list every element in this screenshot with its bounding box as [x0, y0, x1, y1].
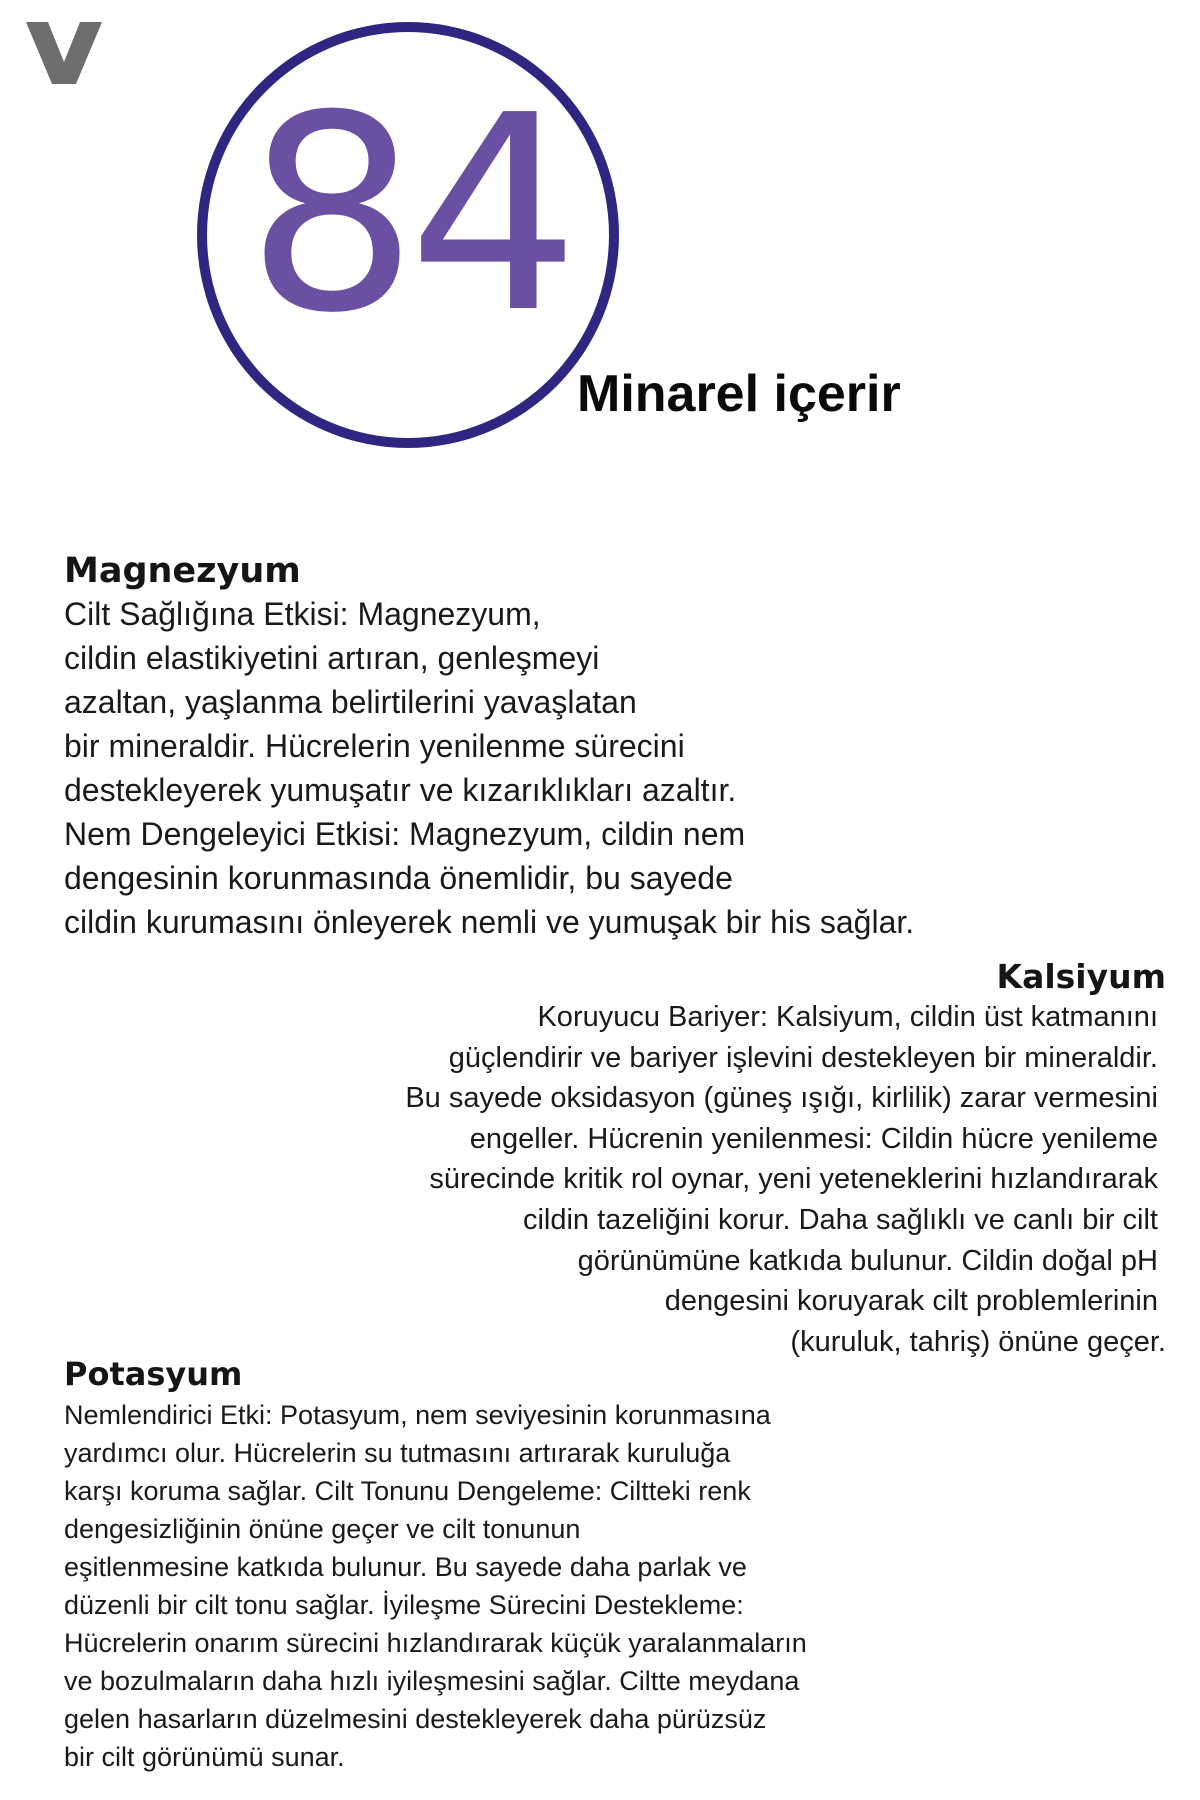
section-body	[64, 1396, 807, 1776]
body-line: karşı koruma sağlar. Cilt Tonunu Dengeleme: Ciltteki renk	[64, 1476, 751, 1506]
body-line: Nem Dengeleyici Etkisi: Magnezyum, cildin nem	[64, 816, 746, 852]
body-line: ve bozulmaların daha hızlı iyileşmesini sağlar. Ciltte meydana	[64, 1666, 800, 1696]
body-line: azaltan, yaşlanma belirtilerini yavaşlatan	[64, 684, 637, 720]
body-line: destekleyerek yumuşatır ve kızarıklıkları azaltır.	[64, 772, 737, 808]
body-line: görünümüne katkıda bulunur. Cildin doğal pH	[577, 1244, 1158, 1277]
v-logo-icon	[26, 22, 102, 84]
body-line: bir cilt görünümü sunar.	[64, 1742, 345, 1772]
body-line: Cilt Sağlığına Etkisi: Magnezyum,	[64, 596, 541, 632]
body-line: güçlendirir ve bariyer işlevini destekleyen bir mineraldir.	[448, 1041, 1158, 1074]
body-line: yardımcı olur. Hücrelerin su tutmasını artırarak kuruluğa	[64, 1438, 731, 1468]
body-line: sürecinde kritik rol oynar, yeni yeteneklerini hızlandırarak	[429, 1163, 1158, 1196]
body-line: cildin kurumasını önleyerek nemli ve yumuşak bir his sağlar.	[64, 904, 915, 940]
badge-caption: Minarel içerir	[577, 365, 901, 423]
section-kalsiyum	[405, 957, 1166, 1362]
body-line: cildin elastikiyetini artıran, genleşmeyi	[64, 640, 600, 676]
body-line: engeller. Hücrenin yenilenmesi: Cildin hücre yenileme	[469, 1122, 1158, 1155]
body-line: Bu sayede oksidasyon (güneş ışığı, kirlilik) zarar vermesini	[405, 1082, 1158, 1115]
body-line: dengesizliğinin önüne geçer ve cilt tonunun	[64, 1514, 581, 1544]
body-line: dengesinin korunmasında önemlidir, bu sayede	[64, 860, 733, 896]
body-line: cildin tazeliğini korur. Daha sağlıklı ve canlı bir cilt	[522, 1203, 1158, 1236]
section-body	[405, 997, 1166, 1362]
section-body	[64, 592, 914, 944]
body-line: eşitlenmesine katkıda bulunur. Bu sayede daha parlak ve	[64, 1552, 747, 1582]
body-line: Nemlendirici Etki: Potasyum, nem seviyesinin korunmasına	[64, 1400, 771, 1430]
body-line: gelen hasarların düzelmesini destekleyerek daha pürüzsüz	[64, 1704, 767, 1734]
body-line: bir mineraldir. Hücrelerin yenilenme sürecini	[64, 728, 685, 764]
section-title: Kalsiyum	[996, 957, 1166, 996]
body-line: dengesini koruyarak cilt problemlerinin	[664, 1285, 1158, 1318]
body-line: düzenli bir cilt tonu sağlar. İyileşme Sürecini Destekleme:	[64, 1590, 744, 1620]
mineral-count: 84	[246, 57, 570, 372]
section-magnezyum	[64, 551, 915, 944]
section-title: Potasyum	[64, 1355, 243, 1393]
section-title: Magnezyum	[64, 551, 301, 591]
section-potasyum	[64, 1355, 807, 1776]
body-line: Hücrelerin onarım sürecini hızlandırarak küçük yaralanmaların	[64, 1628, 807, 1658]
body-line: (kuruluk, tahriş) önüne geçer.	[790, 1325, 1166, 1358]
body-line: Koruyucu Bariyer: Kalsiyum, cildin üst katmanını	[537, 1001, 1158, 1033]
